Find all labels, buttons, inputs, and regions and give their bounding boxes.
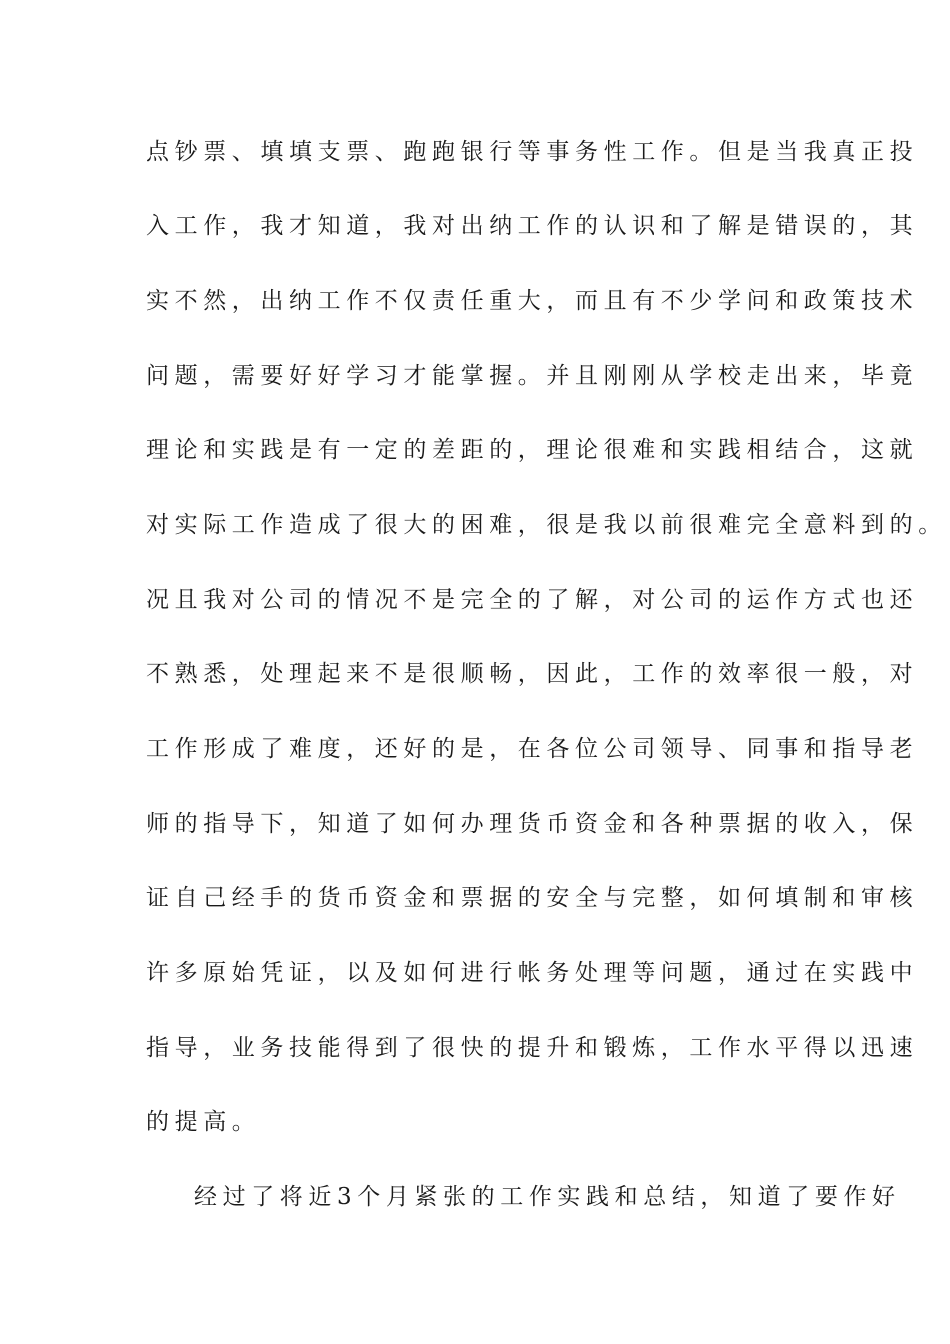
text-line: 点钞票、填填支票、跑跑银行等事务性工作。但是当我真正投: [146, 139, 919, 165]
paragraph-first-line: 经过了将近3个月紧张的工作实践和总结，知道了要作好: [194, 1184, 901, 1210]
text-line: 不熟悉，处理起来不是很顺畅，因此，工作的效率很一般，对: [146, 661, 919, 687]
text-line: 实不然，出纳工作不仅责任重大，而且有不少学问和政策技术: [146, 288, 919, 314]
text-line: 的提高。: [146, 1109, 261, 1135]
text-line: 入工作，我才知道，我对出纳工作的认识和了解是错误的，其: [146, 213, 919, 239]
text-line: 况且我对公司的情况不是完全的了解，对公司的运作方式也还: [146, 587, 919, 613]
text-line: 问题，需要好好学习才能掌握。并且刚刚从学校走出来，毕竟: [146, 363, 919, 389]
text-line: 许多原始凭证，以及如何进行帐务处理等问题，通过在实践中: [146, 960, 919, 986]
text-line: 理论和实践是有一定的差距的，理论很难和实践相结合，这就: [146, 437, 919, 463]
text-line: 对实际工作造成了很大的困难，很是我以前很难完全意料到的。: [146, 512, 947, 538]
text-line: 证自己经手的货币资金和票据的安全与完整，如何填制和审核: [146, 885, 919, 911]
text-line: 师的指导下，知道了如何办理货币资金和各种票据的收入，保: [146, 811, 919, 837]
text-line: 工作形成了难度，还好的是，在各位公司领导、同事和指导老: [146, 736, 919, 762]
text-line: 指导，业务技能得到了很快的提升和锻炼，工作水平得以迅速: [146, 1035, 919, 1061]
